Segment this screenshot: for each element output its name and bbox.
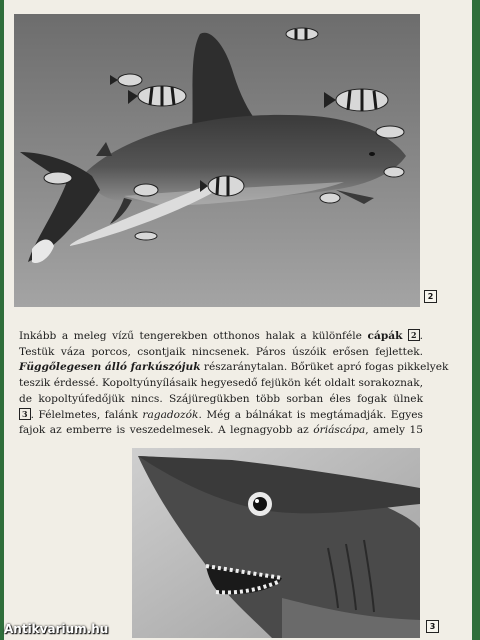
text-line: de kopoltyúfedőjük nincs. Szájüregükben több sorban éles fogak ülnek [19, 392, 423, 405]
body-paragraph [19, 329, 449, 439]
figure-number-3: 3 [426, 620, 439, 633]
book-page [4, 0, 472, 640]
figure-ref-2: 2 [408, 329, 420, 341]
text-line: 3 . Félelmetes, falánk ragadozók. Még a bálnákat is megtámadják. Egyes [19, 408, 423, 424]
text-line: fajok az emberre is veszedelmesek. A legnagyobb az óriáscápa, amely 15 [19, 424, 423, 437]
watermark-logo: Antikvarium.hu [4, 622, 109, 636]
shark-head-photo [132, 448, 420, 638]
text-line: Inkább a meleg vízű tengerekben otthonos halak a különféle cápák 2 . [19, 330, 423, 342]
text-line: teszik érdessé. Kopoltyúnyílásaik hegyesedő fejükön két oldalt sorakoznak, [19, 377, 423, 390]
figure-number-2: 2 [424, 290, 437, 303]
shark-photo [14, 14, 420, 307]
figure-ref-3: 3 [19, 408, 31, 420]
text-line: Testük váza porcos, csontjaik nincsenek. Páros úszóik erősen fejlettek. [19, 345, 423, 358]
text-line: Függőlegesen álló farkúszójuk részaránytalan. Bőrüket apró fogas pikkelyek [19, 361, 449, 374]
